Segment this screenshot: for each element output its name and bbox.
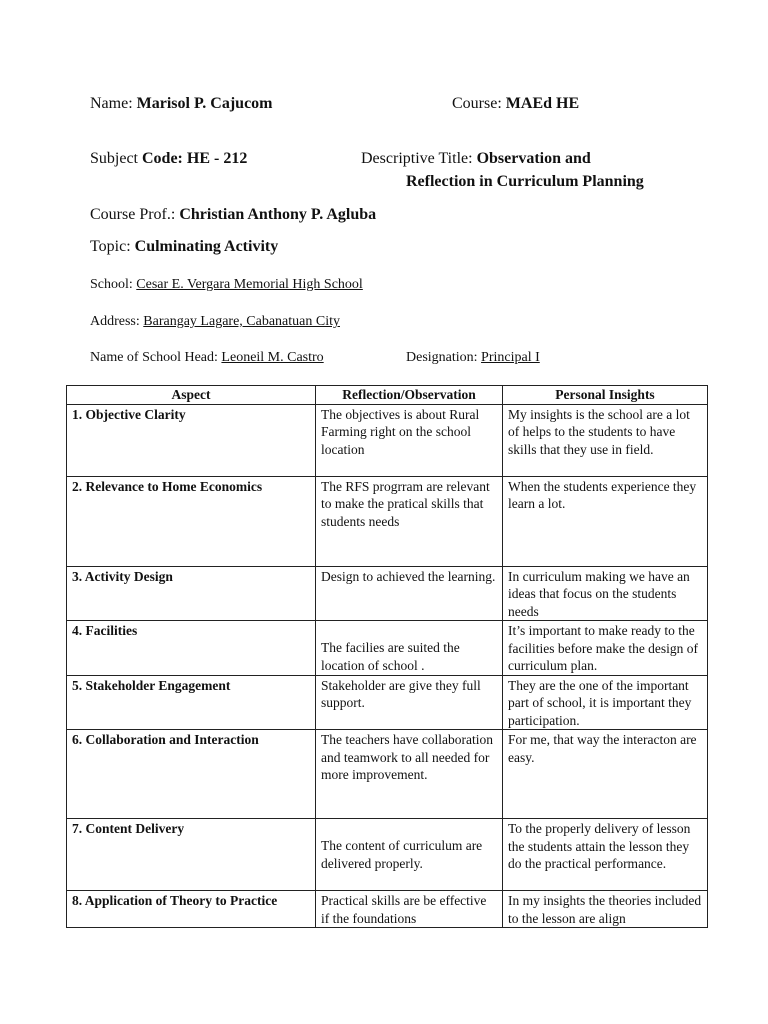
reflection-cell: The facilies are suited the location of school .	[316, 621, 503, 676]
table-row	[67, 404, 708, 476]
designation-line	[406, 350, 540, 366]
table-row	[67, 566, 708, 621]
aspect-cell: 1. Objective Clarity	[67, 404, 316, 476]
course-prof-value: Christian Anthony P. Agluba	[179, 206, 377, 223]
course-prof-label: Course Prof.:	[90, 206, 176, 223]
aspect-cell: 7. Content Delivery	[67, 819, 316, 891]
table-header-row	[67, 386, 708, 405]
aspect-cell: 3. Activity Design	[67, 566, 316, 621]
insight-cell: To the properly delivery of lesson the students attain the lesson they do the practical performance.	[503, 819, 708, 891]
name-label: Name:	[90, 95, 133, 112]
table-row	[67, 621, 708, 676]
course-prof-line	[90, 206, 376, 224]
insight-cell: In curriculum making we have an ideas that focus on the students needs	[503, 566, 708, 621]
aspect-cell: 8. Application of Theory to Practice	[67, 891, 316, 928]
insight-cell: For me, that way the interacton are easy.	[503, 730, 708, 819]
table-row	[67, 730, 708, 819]
name-line	[90, 95, 273, 113]
descriptive-title-value-1: Observation and	[476, 150, 591, 167]
table-row	[67, 891, 708, 928]
descriptive-title-line	[361, 150, 591, 168]
school-head-value: Leoneil M. Castro	[221, 350, 324, 365]
topic-line	[90, 238, 278, 256]
subject-code-value: HE - 212	[186, 150, 248, 167]
subject-line	[90, 150, 247, 168]
course-value: MAEd HE	[505, 95, 580, 112]
reflection-cell: Practical skills are be effective if the foundations	[316, 891, 503, 928]
school-label: School:	[90, 277, 133, 292]
subject-code-label: Code:	[142, 150, 183, 167]
table-row	[67, 819, 708, 891]
reflection-table	[66, 385, 708, 928]
aspect-cell: 6. Collaboration and Interaction	[67, 730, 316, 819]
header-insights: Personal Insights	[503, 386, 708, 405]
header-reflection: Reflection/Observation	[316, 386, 503, 405]
course-label: Course:	[452, 95, 502, 112]
topic-label: Topic:	[90, 238, 131, 255]
school-value: Cesar E. Vergara Memorial High School	[136, 277, 363, 292]
header-aspect: Aspect	[67, 386, 316, 405]
insight-cell: My insights is the school are a lot of helps to the students to have skills that they use in field.	[503, 404, 708, 476]
aspect-cell: 2. Relevance to Home Economics	[67, 476, 316, 566]
school-line	[90, 277, 363, 293]
name-value: Marisol P. Cajucom	[136, 95, 273, 112]
reflection-cell: The objectives is about Rural Farming right on the school location	[316, 404, 503, 476]
reflection-cell: Stakeholder are give they full support.	[316, 675, 503, 730]
course-line	[452, 95, 579, 113]
reflection-cell: The content of curriculum are delivered properly.	[316, 819, 503, 891]
insight-cell: In my insights the theories included to the lesson are align	[503, 891, 708, 928]
descriptive-title-label: Descriptive Title:	[361, 150, 473, 167]
descriptive-title-value-2: Reflection in Curriculum Planning	[406, 173, 644, 190]
insight-cell: It’s important to make ready to the facilities before make the design of curriculum plan.	[503, 621, 708, 676]
reflection-cell: Design to achieved the learning.	[316, 566, 503, 621]
table-row	[67, 675, 708, 730]
table-row	[67, 476, 708, 566]
address-line	[90, 314, 340, 330]
address-value: Barangay Lagare, Cabanatuan City	[143, 314, 340, 329]
reflection-cell: The RFS progrram are relevant to make the pratical skills that students needs	[316, 476, 503, 566]
reflection-cell: The teachers have collaboration and teamwork to all needed for more improvement.	[316, 730, 503, 819]
school-head-label: Name of School Head:	[90, 350, 218, 365]
aspect-cell: 4. Facilities	[67, 621, 316, 676]
descriptive-title-line-2	[406, 173, 644, 191]
subject-label: Subject	[90, 150, 138, 167]
designation-label: Designation:	[406, 350, 478, 365]
topic-value: Culminating Activity	[134, 238, 279, 255]
designation-value: Principal I	[481, 350, 540, 365]
school-head-line	[90, 350, 344, 366]
insight-cell: When the students experience they learn a lot.	[503, 476, 708, 566]
insight-cell: They are the one of the important part of school, it is important they participation.	[503, 675, 708, 730]
address-label: Address:	[90, 314, 140, 329]
aspect-cell: 5. Stakeholder Engagement	[67, 675, 316, 730]
